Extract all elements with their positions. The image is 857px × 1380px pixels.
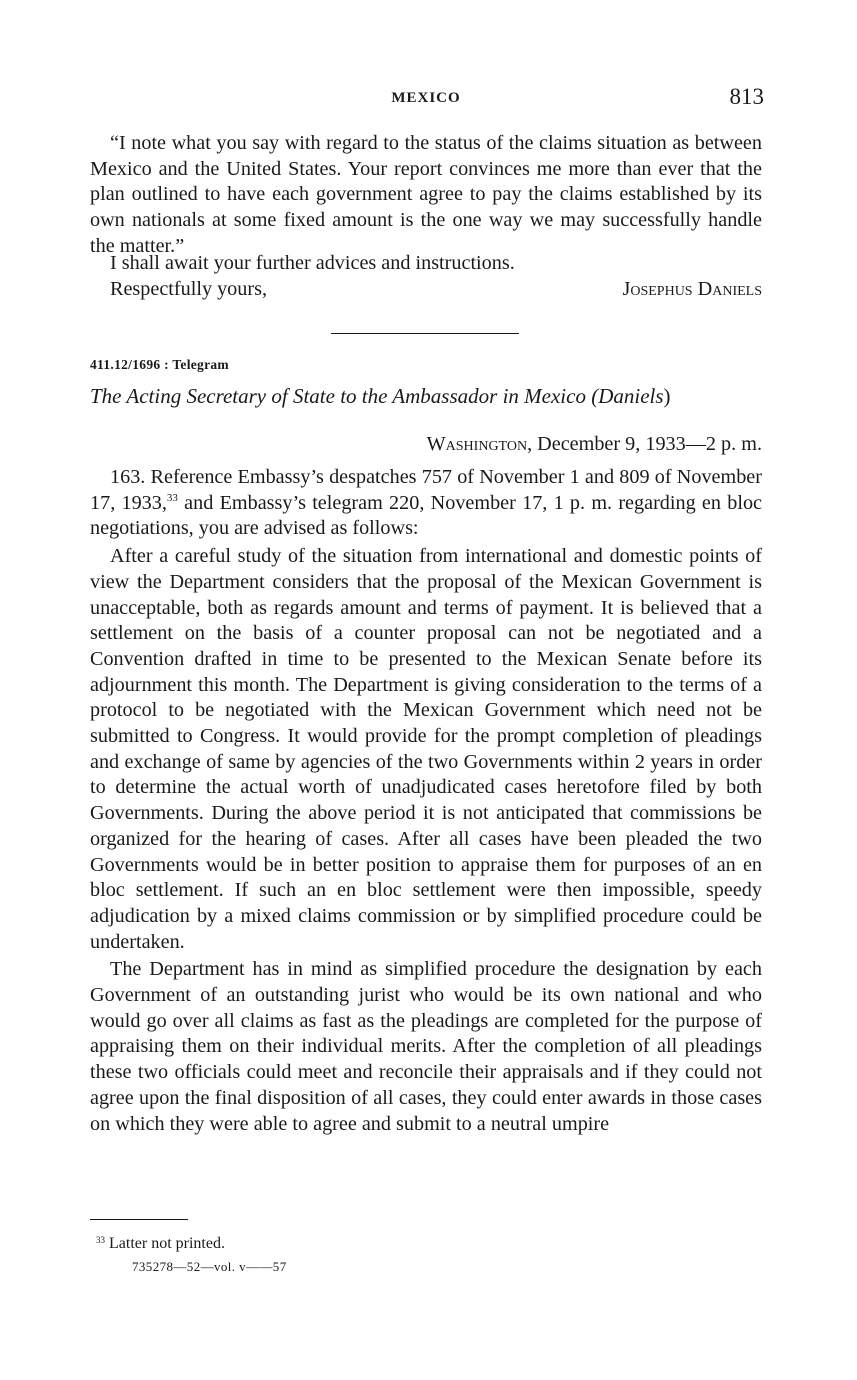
letter-closing: [110, 277, 762, 303]
quote-paragraph: “I note what you say with regard to the status of the claims situation as between Mexico and the United States. Your report convinces me more than ever that the plan outlined to have each government agree to pay the claims established by its own nationals at some fixed amount is the one way we may successfully handle the matter.”: [90, 132, 762, 257]
body-paragraph-2: After a careful study of the situation from international and domestic points of view the Department considers that the proposal of the Mexican Government is unacceptable, both as regards amount and terms of payment. It is believed that a settlement on the basis of a counter proposal can not be negotiated and a Convention drafted in time to be presented to the Mexican Senate before its adjournment this month. The Department is giving consideration to the terms of a protocol to be negotiated with the Mexican Government which need not be submitted to Congress. It would provide for the prompt completion of pleadings and exchange of same by agencies of the two Governments within 2 years in order to determine the actual worth of unadjudicated cases heretofore filed by both Governments. During the above period it is not anticipated that commissions be organized for the hearing of cases. After all cases have been pleaded the two Governments would be in better position to appraise them for purposes of an en bloc settlement. If such an en bloc settlement were then impossible, speedy adjudication by a mixed claims commission or by simplified procedure could be undertaken.: [90, 545, 762, 953]
p1-text-a: 163. Reference Embassy’s despatches 757 of November 1 and 809 of November 17, 1933,: [90, 466, 762, 514]
footnote-text: Latter not printed.: [105, 1235, 225, 1252]
complimentary-close: Respectfully yours,: [110, 278, 267, 300]
signature: Josephus Daniels: [622, 278, 762, 300]
page-number: 813: [729, 84, 764, 109]
p1-text-b: and Embassy’s telegram 220, November 17, 1 p. m. regarding en bloc negotiations, you are advised as follows:: [90, 491, 762, 540]
telegram-body: [90, 465, 762, 1139]
footnote: [96, 1235, 225, 1253]
running-head: MEXICO: [391, 90, 461, 106]
section-divider: [331, 333, 519, 334]
title-text: The Acting Secretary of State to the Ambassador in Mexico (: [90, 384, 599, 408]
await-sentence: I shall await your further advices and instructions.: [110, 252, 515, 274]
footnote-marker: 33: [166, 491, 178, 504]
document-title: [90, 380, 762, 412]
page-header: [90, 86, 762, 114]
footnote-divider: [90, 1219, 188, 1220]
quoted-passage: [90, 131, 762, 260]
body-paragraph-3: The Department has in mind as simplified procedure the designation by each Government of an outstanding jurist who would be its own national and who would go over all claims as fast as the pleadings are completed for the purpose of appraising them on their individual merits. After the completion of all pleadings these two officials could meet and reconcile their appraisals and if they could not agree upon the final disposition of all cases, they could enter awards in those cases on which they were able to agree and submit to a neutral umpire: [90, 958, 762, 1135]
print-code: 735278—52—vol. v——57: [132, 1259, 287, 1274]
file-reference: 411.12/1696 : Telegram: [90, 357, 229, 372]
dateline-place: Washington: [426, 433, 528, 455]
body-paragraph-1: [90, 465, 762, 542]
dateline: [427, 429, 762, 459]
dateline-date: , December 9, 1933—2 p. m.: [527, 433, 762, 455]
footnote-number: 33: [96, 1235, 105, 1245]
title-close: ): [663, 384, 671, 408]
title-name: Daniels: [598, 384, 664, 408]
